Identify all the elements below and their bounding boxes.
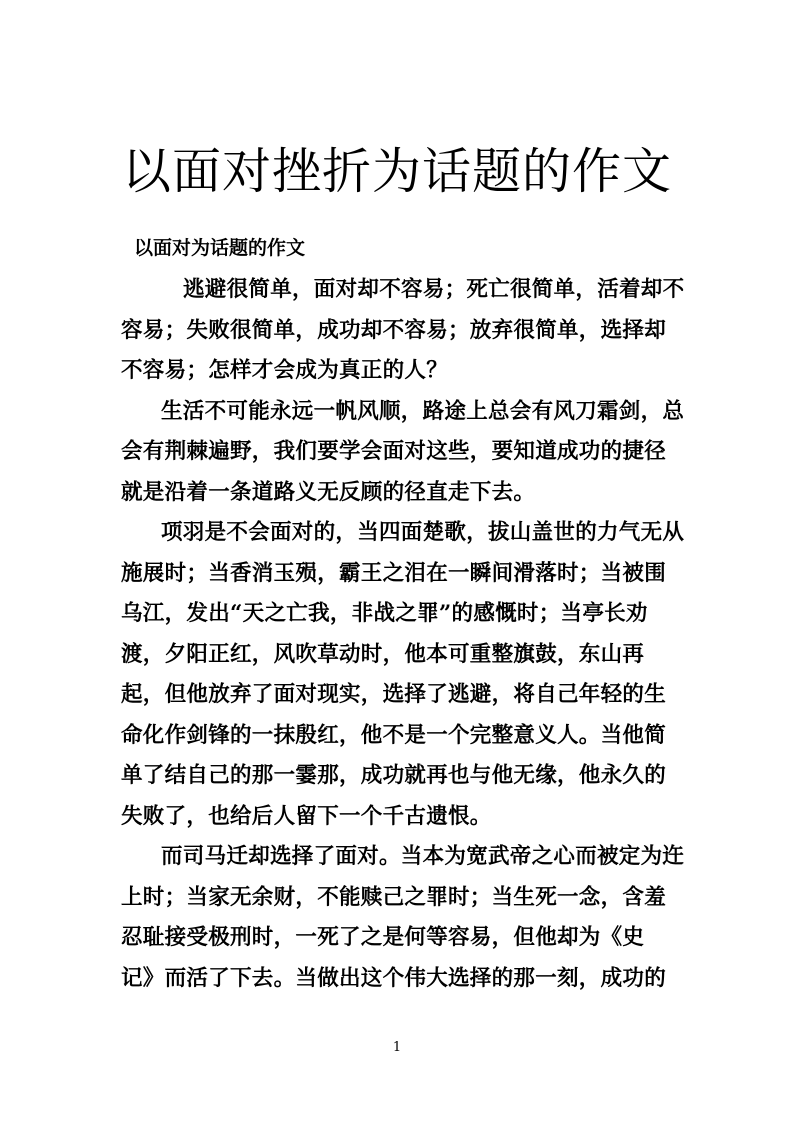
text-line: 记》而活了下去。当做出这个伟大选择的那一刻，成功的: [121, 965, 667, 991]
text-line: 会有荆棘遍野，我们要学会面对这些，要知道成功的捷径: [121, 439, 667, 464]
text-line: 不容易；怎样才会成为真正的人？: [121, 358, 449, 383]
text-line: 而司马迁却选择了面对。当本为宽武帝之心而被定为迕: [161, 844, 685, 869]
page-number: 1: [392, 1040, 402, 1055]
text-line: 就是沿着一条道路义无反顾的径直走下去。: [121, 479, 536, 505]
text-line: 项羽是不会面对的，当四面楚歌，拔山盖世的力气无从: [161, 520, 685, 545]
text-line: 施展时；当香消玉殒，霸王之泪在一瞬间滑落时；当被围: [121, 560, 667, 586]
text-line: 生活不可能永远一帆风顺，路途上总会有风刀霜剑，总: [161, 398, 685, 424]
text-line: 逃避很简单，面对却不容易；死亡很简单，活着却不: [183, 277, 685, 302]
document-body: [121, 270, 685, 999]
text-line: 容易；失败很简单，成功却不容易；放弃很简单，选择却: [121, 317, 667, 343]
text-line: 失败了，也给后人留下一个千古遗恨。: [121, 803, 492, 829]
text-line: 命化作剑锋的一抹殷红，他不是一个完整意义人。当他简: [121, 722, 667, 748]
text-line: 乌江，发出“天之亡我，非战之罪”的感慨时；当亭长劝: [121, 601, 648, 626]
text-line: 渡，夕阳正红，风吹草动时，他本可重整旗鼓，东山再: [121, 641, 645, 667]
document-title: 以面对挫折为话题的作文: [121, 143, 672, 200]
text-line: 起，但他放弃了面对现实，选择了逃避，将自己年轻的生: [121, 682, 667, 707]
text-line: 上时；当家无余财，不能赎己之罪时；当生死一念，含羞: [121, 884, 667, 910]
document-subtitle: 以面对为话题的作文: [134, 237, 306, 259]
text-line: 单了结自己的那一霎那，成功就再也与他无缘，他永久的: [121, 763, 667, 788]
text-line: 忍耻接受极刑时，一死了之是何等容易，但他却为《史: [121, 925, 645, 950]
